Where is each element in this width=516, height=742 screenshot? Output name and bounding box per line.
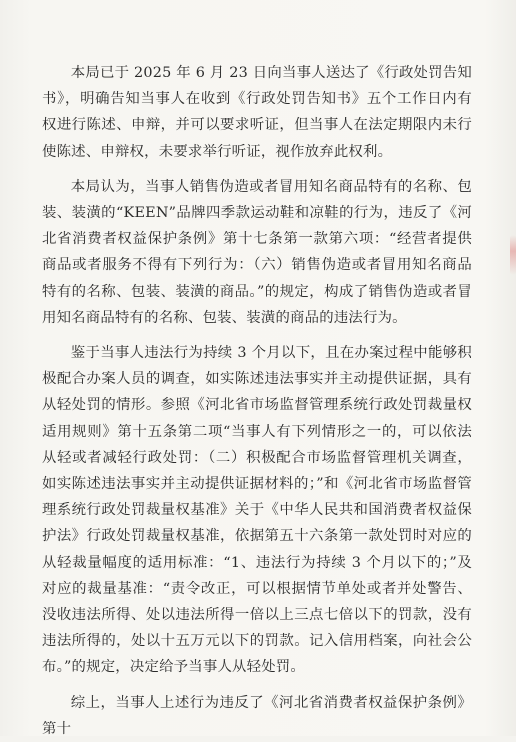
paragraph-service-notice: 本局已于 2025 年 6 月 23 日向当事人送达了《行政处罚告知书》，明确告知当事人在收到《行政处罚告知书》五个工作日内有权进行陈述、申辩，并可以要求听证，但当事人在法定期限内未行使陈述、申辩权，未要求举行听证，视作放弃此权利。 — [42, 65, 472, 160]
seal-edge-mark — [510, 235, 516, 275]
paragraph-conclusion: 综上，当事人上述行为违反了《河北省消费者权益保护条例》第十 — [42, 694, 472, 737]
document-body — [42, 60, 472, 742]
paragraph-lenient-penalty: 鉴于当事人违法行为持续 3 个月以下，且在办案过程中能够积极配合办案人员的调查，如实陈述违法事实并主动提供证据，具有从轻处罚的情形。参照《河北省市场监督管理系统行政处罚裁量权适用规则》第十五条第二项“当事人有下列情形之一的，可以依法从轻或者减轻行政处罚：（二）积极配合市场监督管理机关调查，如实陈述违法事实并主动提供证据材料的；”和《河北省市场监督管理系统行政处罚裁量权基准》关于《中华人民共和国消费者权益保护法》行政处罚裁量权基准，依据第五十六条第一款处罚时对应的从轻裁量幅度的适用标准：“1、违法行为持续 3 个月以下的；”及对应的裁量基准：“责令改正，可以根据情节单处或者并处警告、没收违法所得、处以违法所得一倍以上三点七倍以下的罚款，没有违法所得的，处以十五万元以下的罚款。记入信用档案，向社会公布。”的规定，决定给予当事人从轻处罚。 — [42, 345, 472, 676]
paragraph-bureau-finding: 本局认为，当事人销售伪造或者冒用知名商品特有的名称、包装、装潢的“KEEN”品牌四季款运动鞋和凉鞋的行为，违反了《河北省消费者权益保护条例》第十七条第一款第六项：“经营者提供商品或者服务不得有下列行为：（六）销售伪造或者冒用知名商品特有的名称、包装、装潢的商品。”的规定，构成了销售伪造或者冒用知名商品特有的名称、包装、装潢的商品的违法行为。 — [42, 178, 472, 326]
